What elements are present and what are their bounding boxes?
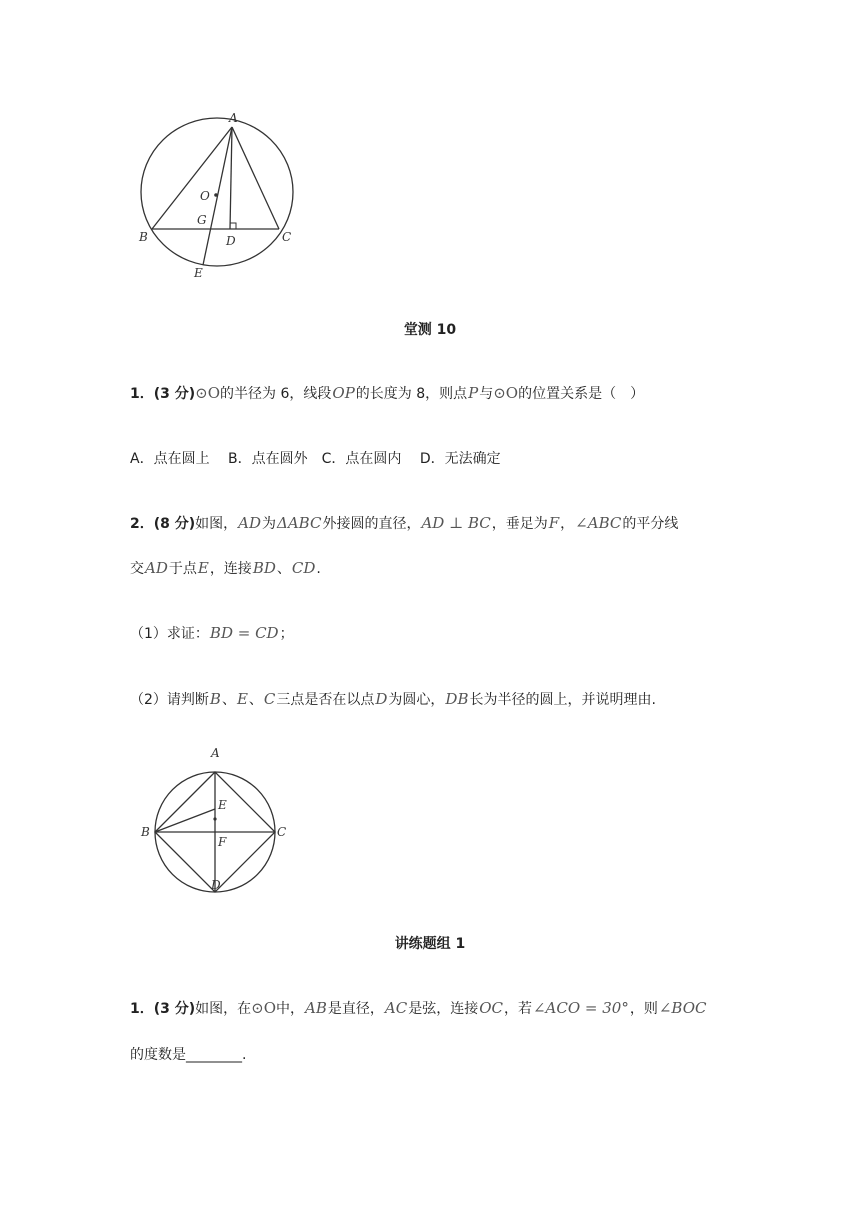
- question-text: 是弦，连接: [408, 1001, 479, 1017]
- math-e: E: [236, 690, 248, 708]
- question-text: 的位置关系是（ ）: [518, 386, 645, 402]
- math-c: C: [263, 690, 276, 708]
- math-bd: BD: [252, 559, 276, 577]
- math-cd: CD: [291, 559, 316, 577]
- question-text: 外接圆的直径，: [322, 516, 421, 532]
- math-f: F: [548, 514, 560, 532]
- section-title-classroom-test: 堂测 10: [403, 322, 457, 338]
- math-angle-aco: ∠ACO = 30°: [532, 999, 629, 1017]
- question-text: .: [316, 561, 321, 577]
- question-text: 为圆心，: [388, 692, 445, 708]
- question-text: 为: [262, 516, 277, 532]
- label-a: A: [229, 111, 238, 125]
- math-angle-boc: ∠BOC: [658, 999, 707, 1017]
- question-text: 是直径，: [327, 1001, 384, 1017]
- question-text: 与: [479, 386, 494, 402]
- question-text: ，连接: [209, 561, 252, 577]
- question-number: 1．(3 分): [130, 386, 196, 402]
- math-circle-o: ⊙O: [195, 384, 221, 402]
- math-ab: AB: [305, 999, 327, 1017]
- label-e: E: [218, 798, 227, 812]
- question-1: [130, 383, 644, 404]
- math-angle-abc: ∠ABC: [575, 514, 622, 532]
- question-1-options: A．点在圆上 B．点在圆外 C．点在圆内 D．无法确定: [130, 451, 501, 467]
- math-oc: OC: [479, 999, 503, 1017]
- question-number: 2．(8 分): [130, 516, 196, 532]
- section-title-practice-group: 讲练题组 1: [394, 936, 466, 952]
- question-3-line-1: [130, 998, 708, 1019]
- math-circle-o: ⊙O: [251, 999, 277, 1017]
- math-triangle-abc: ΔABC: [277, 514, 322, 532]
- math-ac: AC: [384, 999, 408, 1017]
- question-text: ，若: [503, 1001, 532, 1017]
- question-number: 1．(3 分): [130, 1001, 196, 1017]
- question-text: 、: [276, 561, 291, 577]
- question-2-sub-2: [130, 689, 656, 710]
- label-c: C: [282, 230, 292, 244]
- label-d: D: [226, 234, 236, 248]
- question-text: 交: [130, 561, 144, 577]
- question-3-line-2: 的度数是________.: [130, 1047, 247, 1063]
- label-b: B: [141, 825, 150, 839]
- math-b: B: [209, 690, 221, 708]
- math-ad-perp-bc: AD ⊥ BC: [421, 514, 491, 532]
- math-e: E: [197, 559, 209, 577]
- question-text: （1）求证：: [130, 626, 209, 642]
- question-text: 中，: [276, 1001, 305, 1017]
- label-b: B: [139, 230, 148, 244]
- question-text: 如图，在: [195, 1001, 252, 1017]
- question-2-line-2: [130, 558, 321, 579]
- math-ad: AD: [145, 559, 168, 577]
- math-op: OP: [332, 384, 355, 402]
- label-o: O: [200, 189, 210, 203]
- math-bd-eq-cd: BD = CD: [209, 624, 279, 642]
- question-text: 三点是否在以点: [276, 692, 375, 708]
- question-text: 的长度为 8，则点: [355, 386, 468, 402]
- question-text: 、: [248, 692, 263, 708]
- label-c: C: [277, 825, 287, 839]
- question-text: ，: [560, 516, 575, 532]
- math-p: P: [468, 384, 479, 402]
- question-text: 、: [221, 692, 236, 708]
- label-e: E: [194, 266, 203, 280]
- question-text: 长为半径的圆上，并说明理由.: [469, 692, 656, 708]
- label-g: G: [197, 213, 207, 227]
- question-text: ，则: [629, 1001, 658, 1017]
- label-f: F: [218, 835, 227, 849]
- figure-circle-quadrilateral-2: [135, 742, 295, 894]
- question-text: 的平分线: [622, 516, 679, 532]
- question-text: （2）请判断: [130, 692, 209, 708]
- question-2-sub-1: [130, 623, 294, 644]
- math-ad: AD: [238, 514, 262, 532]
- math-d: D: [375, 690, 388, 708]
- question-text: ；: [279, 626, 294, 642]
- question-text: 如图，: [195, 516, 238, 532]
- question-text: 于点: [168, 561, 197, 577]
- question-text: ，垂足为: [491, 516, 548, 532]
- math-db: DB: [445, 690, 469, 708]
- figure-circle-triangle-1: [130, 108, 310, 283]
- label-d: D: [211, 878, 221, 892]
- label-a: A: [211, 746, 220, 760]
- question-text: 的半径为 6，线段: [220, 386, 332, 402]
- math-circle-o: ⊙O: [493, 384, 519, 402]
- question-2-line-1: [130, 513, 678, 534]
